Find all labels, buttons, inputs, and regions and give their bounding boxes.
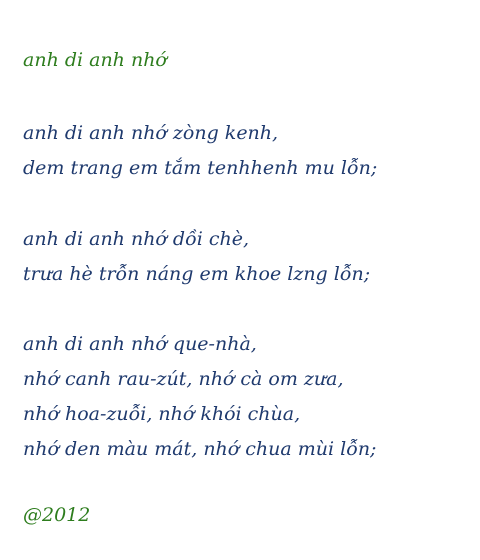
poem-line: dem trang em tắm tenhhenh mu lỗn; — [23, 157, 378, 179]
poem-line: anh di anh nhớ zòng kenh, — [23, 122, 279, 144]
poem-line: nhớ hoa-zuỗi, nhớ khói chùa, — [23, 403, 301, 425]
footer-year: @2012 — [23, 504, 91, 526]
poem-line: trưa hè trỗn náng em khoe lzng lỗn; — [23, 263, 371, 285]
stanza-1 — [23, 116, 377, 186]
poem-title: anh di anh nhớ — [23, 49, 167, 71]
stanza-2 — [23, 222, 370, 292]
poem-line: nhớ canh rau-zút, nhớ cà om zưa, — [23, 368, 344, 390]
poem-line: anh di anh nhớ que-nhà, — [23, 333, 257, 355]
stanza-3 — [23, 327, 376, 467]
poem-line: anh di anh nhớ dồi chè, — [23, 228, 249, 250]
poem-line: nhớ den màu mát, nhớ chua mùi lỗn; — [23, 438, 377, 460]
